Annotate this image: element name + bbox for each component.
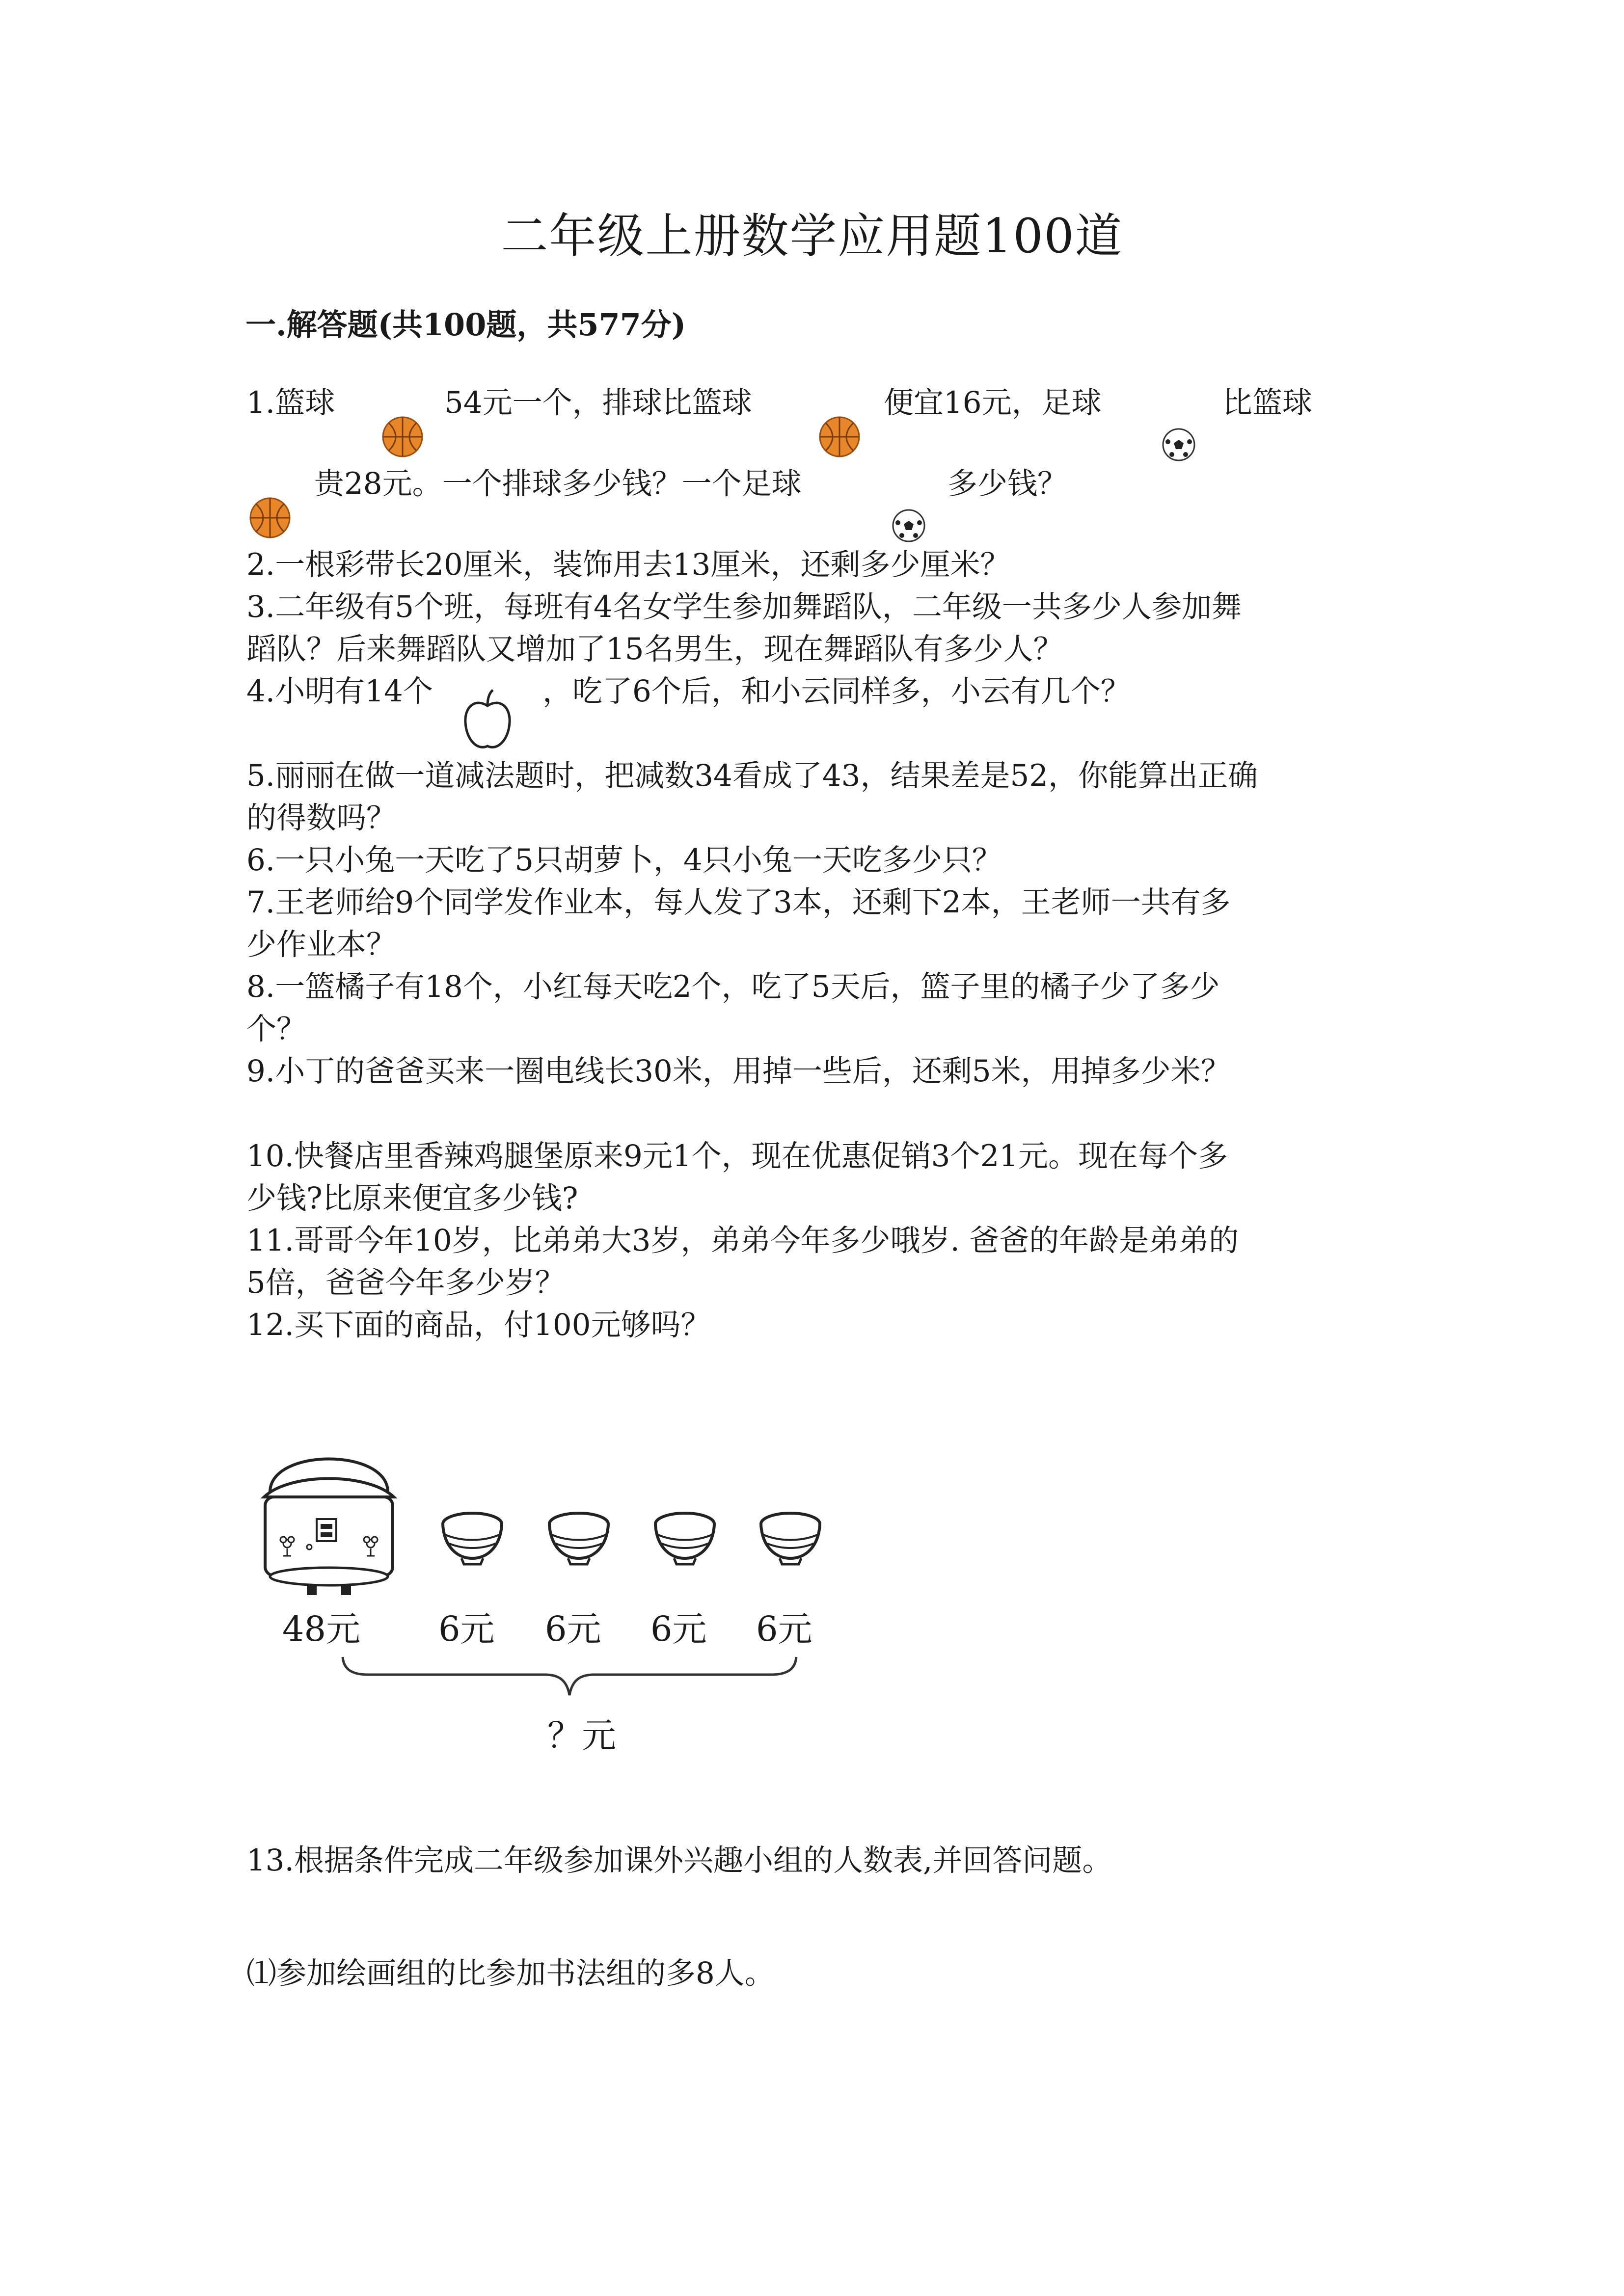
question-3-line-2: 蹈队？后来舞蹈队又增加了15名男生，现在舞蹈队有多少人？ [246,632,1063,667]
section-heading: 一.解答题(共100题，共577分) [245,307,686,343]
total-brace [339,1654,800,1698]
bowl-price: 6元 [438,1609,495,1649]
question-2: 2.一根彩带长20厘米，装饰用去13厘米，还剩多少厘米？ [246,547,1010,582]
soccer-ball-icon [1161,427,1196,462]
bowl-icon [546,1509,612,1566]
bowl-icon [439,1509,506,1566]
bowl-price: 6元 [756,1609,812,1649]
question-4-part-1: 4.小明有14个 [246,674,433,709]
question-8-line-1: 8.一篮橘子有18个，小红每天吃2个，吃了5天后，篮子里的橘子少了多少 [246,969,1220,1004]
question-13: 13.根据条件完成二年级参加课外兴趣小组的人数表,并回答问题。 [246,1843,1112,1878]
question-7-line-1: 7.王老师给9个同学发作业本，每人发了3本，还剩下2本，王老师一共有多 [246,885,1231,920]
question-11-line-1: 11.哥哥今年10岁，比弟弟大3岁，弟弟今年多少哦岁. 爸爸的年龄是弟弟的 [246,1223,1239,1258]
question-12: 12.买下面的商品，付100元够吗？ [246,1308,711,1342]
basketball-icon [248,496,292,540]
bowl-price: 6元 [545,1609,601,1649]
question-5-line-1: 5.丽丽在做一道减法题时，把减数34看成了43，结果差是52，你能算出正确 [246,758,1258,793]
question-7-line-2: 少作业本？ [246,927,397,962]
total-price-question: ？元 [547,1715,616,1756]
question-5-line-2: 的得数吗？ [246,801,397,835]
question-3-line-1: 3.二年级有5个班，每班有4名女学生参加舞蹈队，二年级一共多少人参加舞 [246,589,1242,624]
basketball-icon [380,415,425,459]
question-8-line-2: 个？ [246,1012,307,1046]
bowl-icon [758,1509,824,1566]
q1-text-3: 便宜16元，足球 [884,385,1102,420]
apple-icon [460,687,514,756]
q1-text-5: 贵28元。一个排球多少钱？一个足球 [314,466,802,501]
page-title: 二年级上册数学应用题100道 [501,209,1123,264]
soccer-ball-icon [891,508,926,543]
q1-text-1: 1.篮球 [246,385,335,420]
basketball-icon [817,415,862,459]
question-10-line-2: 少钱?比原来便宜多少钱? [246,1181,578,1216]
question-11-line-2: 5倍，爸爸今年多少岁？ [246,1265,565,1300]
question-9: 9.小丁的爸爸买来一圈电线长30米，用掉一些后，还剩5米，用掉多少米？ [246,1054,1231,1089]
q1-text-2: 54元一个，排球比篮球 [444,385,752,420]
bowl-price: 6元 [650,1609,707,1649]
q1-text-6: 多少钱？ [947,466,1068,501]
q1-text-4: 比篮球 [1222,385,1313,420]
bowl-icon [652,1509,718,1566]
question-10-line-1: 10.快餐店里香辣鸡腿堡原来9元1个，现在优惠促销3个21元。现在每个多 [246,1139,1228,1174]
rice-cooker-price: 48元 [282,1609,361,1649]
question-13-condition-1: ⑴参加绘画组的比参加书法组的多8人。 [246,1956,775,1991]
question-4-part-2: ，吃了6个后，和小云同样多，小云有几个？ [542,674,1131,709]
question-6: 6.一只小兔一天吃了5只胡萝卜，4只小兔一天吃多少只？ [246,843,1002,878]
rice-cooker-icon [260,1438,398,1600]
